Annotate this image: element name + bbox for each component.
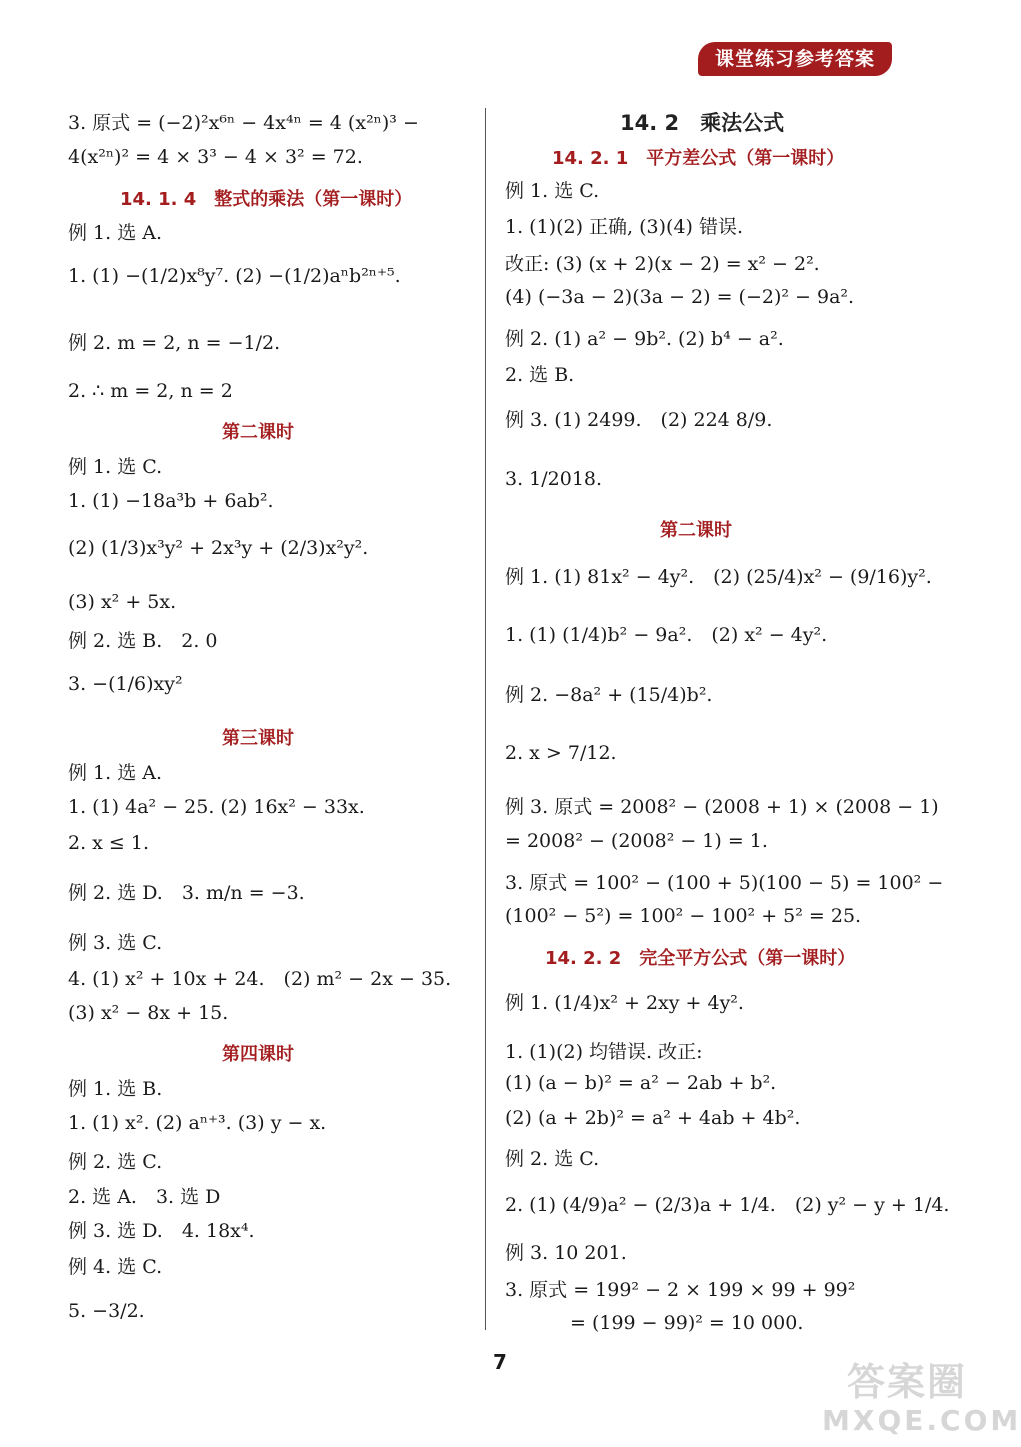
- answer-line: 1. (1) (1/4)b² − 9a². (2) x² − 4y².: [505, 624, 828, 646]
- answer-line: 1. (1) −(1/2)x⁸y⁷. (2) −(1/2)aⁿb²ⁿ⁺⁵.: [68, 265, 401, 287]
- section-banner: 课堂练习参考答案: [698, 42, 892, 76]
- answer-line: 例 1. (1) 81x² − 4y². (2) (25/4)x² − (9/16)y².: [505, 566, 932, 588]
- answer-line: 5. −3/2.: [68, 1300, 145, 1322]
- answer-line: 例 3. (1) 2499. (2) 224 8/9.: [505, 409, 773, 431]
- answer-line: 3. 原式 = (−2)²x⁶ⁿ − 4x⁴ⁿ = 4 (x²ⁿ)³ −: [68, 112, 419, 134]
- answer-line: 1. (1) 4a² − 25. (2) 16x² − 33x.: [68, 796, 365, 818]
- answer-line: 3. 原式 = 100² − (100 + 5)(100 − 5) = 100² −: [505, 872, 944, 894]
- answer-line: 4. (1) x² + 10x + 24. (2) m² − 2x − 35.: [68, 968, 452, 990]
- section-heading: 14. 1. 4 整式的乘法（第一课时）: [120, 189, 413, 210]
- answer-line: 例 3. 原式 = 2008² − (2008 + 1) × (2008 − 1): [505, 796, 939, 818]
- answer-line: 1. (1) −18a³b + 6ab².: [68, 490, 274, 512]
- answer-line: 例 3. 10 201.: [505, 1242, 627, 1264]
- answer-line: 例 1. 选 A.: [68, 222, 163, 244]
- answer-line: 例 1. 选 C.: [68, 456, 163, 478]
- answer-line: (2) (a + 2b)² = a² + 4ab + 4b².: [505, 1107, 801, 1129]
- answer-line: 2. x > 7/12.: [505, 742, 617, 764]
- lesson-heading: 第二课时: [660, 520, 732, 541]
- watermark-text: 答案圈: [846, 1360, 967, 1404]
- watermark-logo: [822, 1359, 1021, 1441]
- chapter-heading: 14. 2 乘法公式: [620, 111, 785, 135]
- answer-line: 改正: (3) (x + 2)(x − 2) = x² − 2².: [505, 253, 820, 275]
- answer-line: 1. (1)(2) 正确, (3)(4) 错误.: [505, 216, 744, 238]
- answer-line: 例 2. 选 D. 3. m/n = −3.: [68, 882, 305, 904]
- answer-line: 例 3. 选 C.: [68, 932, 163, 954]
- answer-line: 例 1. 选 C.: [505, 180, 600, 202]
- answer-line: (4) (−3a − 2)(3a − 2) = (−2)² − 9a².: [505, 286, 855, 308]
- answer-line: 1. (1)(2) 均错误. 改正:: [505, 1041, 703, 1063]
- answer-line: 2. ∴ m = 2, n = 2: [68, 380, 233, 402]
- lesson-heading: 第四课时: [222, 1044, 294, 1065]
- watermark-domain: MXQE.COM: [822, 1404, 1021, 1437]
- section-heading: 14. 2. 2 完全平方公式（第一课时）: [545, 948, 856, 969]
- page-number: 7: [493, 1350, 507, 1374]
- answer-line: (100² − 5²) = 100² − 100² + 5² = 25.: [505, 905, 862, 927]
- section-heading: 14. 2. 1 平方差公式（第一课时）: [552, 148, 845, 169]
- answer-line: = 2008² − (2008² − 1) = 1.: [505, 830, 768, 852]
- answer-line: 2. 选 B.: [505, 364, 575, 386]
- answer-line: 3. −(1/6)xy²: [68, 673, 183, 695]
- answer-line: 例 2. 选 B. 2. 0: [68, 630, 218, 652]
- answer-line: (1) (a − b)² = a² − 2ab + b².: [505, 1072, 777, 1094]
- answer-line: 例 2. m = 2, n = −1/2.: [68, 332, 281, 354]
- answer-line: 例 1. 选 B.: [68, 1078, 163, 1100]
- column-divider: [485, 108, 486, 1330]
- answer-line: 例 2. −8a² + (15/4)b².: [505, 684, 713, 706]
- answer-line: (3) x² + 5x.: [68, 591, 177, 613]
- answer-line: (2) (1/3)x³y² + 2x³y + (2/3)x²y².: [68, 537, 369, 559]
- answer-line: 例 2. (1) a² − 9b². (2) b⁴ − a².: [505, 328, 784, 350]
- answer-line: (3) x² − 8x + 15.: [68, 1002, 229, 1024]
- answer-line: = (199 − 99)² = 10 000.: [570, 1312, 804, 1334]
- answer-line: 3. 原式 = 199² − 2 × 199 × 99 + 99²: [505, 1279, 856, 1301]
- lesson-heading: 第三课时: [222, 728, 294, 749]
- answer-line: 例 2. 选 C.: [68, 1151, 163, 1173]
- answer-line: 2. 选 A. 3. 选 D: [68, 1186, 221, 1208]
- answer-line: 例 3. 选 D. 4. 18x⁴.: [68, 1220, 255, 1242]
- lesson-heading: 第二课时: [222, 422, 294, 443]
- answer-line: 2. x ≤ 1.: [68, 832, 150, 854]
- answer-line: 1. (1) x². (2) aⁿ⁺³. (3) y − x.: [68, 1112, 327, 1134]
- answer-line: 例 1. (1/4)x² + 2xy + 4y².: [505, 992, 744, 1014]
- answer-line: 例 2. 选 C.: [505, 1148, 600, 1170]
- answer-line: 例 1. 选 A.: [68, 762, 163, 784]
- answer-line: 4(x²ⁿ)² = 4 × 3³ − 4 × 3² = 72.: [68, 146, 363, 168]
- answer-line: 3. 1/2018.: [505, 468, 603, 490]
- answer-line: 例 4. 选 C.: [68, 1256, 163, 1278]
- answer-line: 2. (1) (4/9)a² − (2/3)a + 1/4. (2) y² − y + 1/4.: [505, 1194, 950, 1216]
